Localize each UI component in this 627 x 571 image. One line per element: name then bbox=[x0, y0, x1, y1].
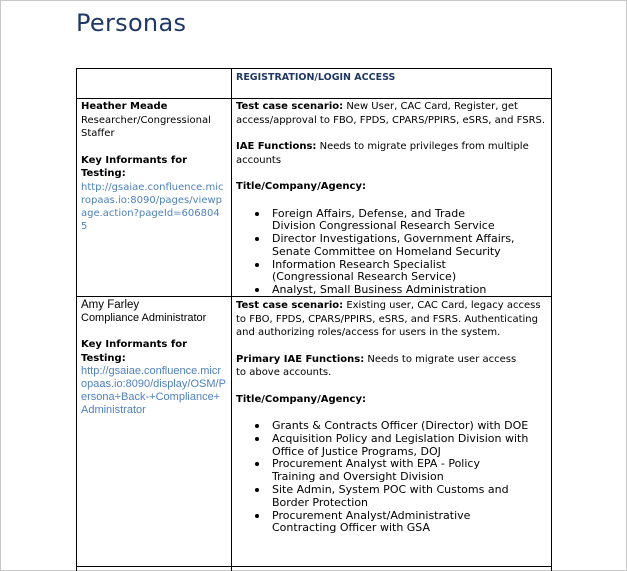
persona-role: Compliance Administrator bbox=[81, 312, 207, 324]
agency-label: Title/Company/Agency: bbox=[236, 393, 366, 405]
agency-label: Title/Company/Agency: bbox=[236, 181, 366, 192]
agency-list bbox=[236, 208, 526, 298]
table-header-registration: REGISTRATION/LOGIN ACCESS bbox=[236, 72, 396, 83]
page-title: Personas bbox=[76, 9, 187, 37]
scenario-label: Test case scenario: bbox=[236, 101, 344, 112]
functions-text: Needs to migrate user access to above accounts. bbox=[236, 353, 517, 378]
key-informants-label: Key Informants for Testing: bbox=[81, 154, 188, 179]
persona-name: Amy Farley bbox=[81, 299, 140, 311]
list-item: Grants & Contracts Officer (Director) with DOE bbox=[236, 420, 542, 433]
functions-label: IAE Functions: bbox=[236, 141, 317, 152]
agency-list bbox=[236, 420, 542, 535]
table-header-bottom-border bbox=[76, 98, 552, 99]
scenario-label: Test case scenario: bbox=[236, 300, 344, 311]
persona-role: Researcher/Congressional Staffer bbox=[81, 114, 211, 139]
list-item: Analyst, Small Business Administration bbox=[236, 284, 526, 297]
table-top-border bbox=[76, 68, 552, 69]
iae-functions bbox=[236, 140, 546, 167]
list-item: Site Admin, System POC with Customs and Border Protection bbox=[236, 484, 542, 510]
persona-name: Heather Meade bbox=[81, 101, 168, 112]
list-item: Acquisition Policy and Legislation Division with Office of Justice Programs, DOJ bbox=[236, 433, 542, 459]
functions-text: Needs to migrate privileges from multiple accounts bbox=[236, 141, 529, 166]
persona-card bbox=[81, 100, 226, 233]
list-item: Foreign Affairs, Defense, and Trade Division Congressional Research Service bbox=[236, 208, 526, 234]
list-item: Information Research Specialist (Congressional Research Service) bbox=[236, 259, 526, 285]
list-item: Procurement Analyst with EPA - Policy Training and Oversight Division bbox=[236, 458, 542, 484]
test-case-scenario bbox=[236, 299, 548, 340]
persona-link[interactable]: http://gsaiae.confluence.micropaas.io:8090/pages/viewpage.action?pageId=6068045 bbox=[81, 181, 224, 232]
list-item: Director Investigations, Government Affairs, Senate Committee on Homeland Security bbox=[236, 233, 526, 259]
persona-card bbox=[81, 299, 226, 417]
persona-link[interactable]: http://gsaiae.confluence.micropaas.io:8090/display/OSM/Persona+Back-+Compliance+Administrator bbox=[81, 365, 226, 416]
functions-label: Primary IAE Functions: bbox=[236, 353, 365, 365]
test-case-scenario bbox=[236, 100, 546, 127]
persona-details bbox=[236, 100, 546, 297]
list-item: Procurement Analyst/Administrative Contracting Officer with GSA bbox=[236, 510, 542, 536]
table-column-divider bbox=[231, 68, 232, 571]
scenario-text: Existing user, CAC Card, legacy access to FBO, FPDS, CPARS/PPIRS, eSRS, and FSRS. Authenticating and authorizing roles/access for users in the system. bbox=[236, 300, 541, 338]
iae-functions bbox=[236, 353, 526, 380]
table-row-divider bbox=[76, 566, 552, 567]
table-right-border bbox=[551, 68, 552, 571]
persona-details bbox=[236, 299, 548, 535]
table-left-border bbox=[76, 68, 77, 571]
scenario-text: New User, CAC Card, Register, get access/approval to FBO, FPDS, CPARS/PPIRS, eSRS, and FSRS. bbox=[236, 101, 546, 126]
key-informants-label: Key Informants for Testing: bbox=[81, 339, 188, 364]
